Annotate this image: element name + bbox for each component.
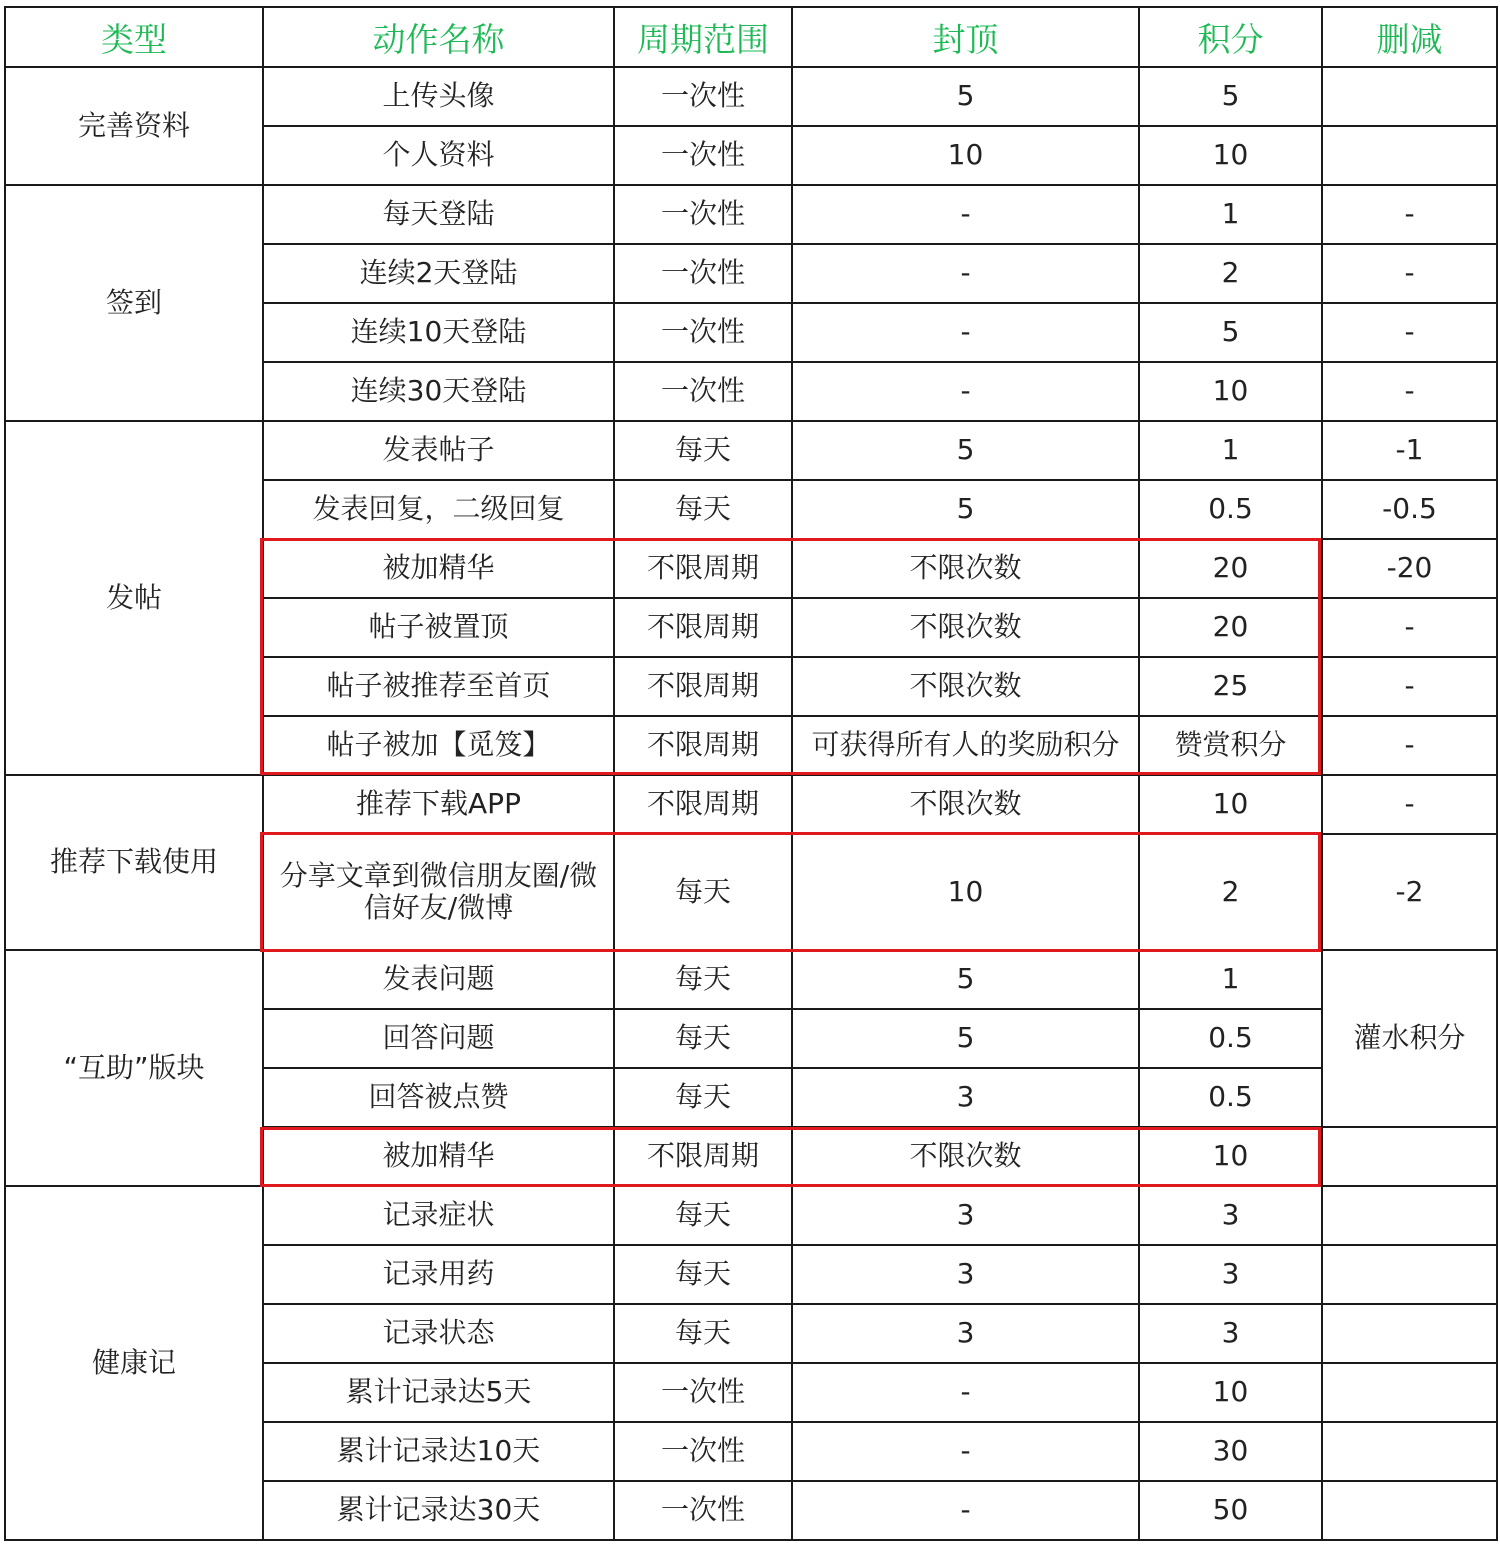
points-cell: 10 [1139, 126, 1322, 185]
points-cell: 2 [1139, 244, 1322, 303]
cap-cell: 不限次数 [792, 657, 1139, 716]
points-cell: 20 [1139, 539, 1322, 598]
header-type: 类型 [5, 7, 263, 67]
header-action-name: 动作名称 [263, 7, 614, 67]
cap-cell: 不限次数 [792, 1127, 1139, 1186]
action-cell: 发表帖子 [263, 421, 614, 480]
points-cell: 2 [1139, 834, 1322, 950]
action-cell: 累计记录达10天 [263, 1422, 614, 1481]
period-cell: 每天 [614, 1245, 792, 1304]
points-cell: 5 [1139, 67, 1322, 126]
points-cell: 20 [1139, 598, 1322, 657]
deduct-cell: - [1322, 244, 1497, 303]
period-cell: 一次性 [614, 303, 792, 362]
action-cell: 推荐下载APP [263, 775, 614, 834]
cap-cell: 3 [792, 1304, 1139, 1363]
period-cell: 每天 [614, 834, 792, 950]
action-cell: 连续10天登陆 [263, 303, 614, 362]
action-cell: 帖子被置顶 [263, 598, 614, 657]
deduct-cell [1322, 67, 1497, 126]
deduct-cell [1322, 1186, 1497, 1245]
period-cell: 不限周期 [614, 716, 792, 775]
cap-cell: 5 [792, 950, 1139, 1009]
period-cell: 一次性 [614, 1363, 792, 1422]
category-cell: 健康记 [5, 1186, 263, 1540]
period-cell: 不限周期 [614, 775, 792, 834]
points-cell: 3 [1139, 1245, 1322, 1304]
cap-cell: 10 [792, 126, 1139, 185]
action-cell: 帖子被推荐至首页 [263, 657, 614, 716]
cap-cell: - [792, 1422, 1139, 1481]
cap-cell: 5 [792, 421, 1139, 480]
action-cell: 发表问题 [263, 950, 614, 1009]
points-cell: 10 [1139, 1127, 1322, 1186]
category-cell: 推荐下载使用 [5, 775, 263, 950]
category-cell: “互助”版块 [5, 950, 263, 1186]
header-cap: 封顶 [792, 7, 1139, 67]
table-row [5, 421, 1497, 480]
table-row [5, 185, 1497, 244]
points-cell: 1 [1139, 421, 1322, 480]
table-row [5, 1186, 1497, 1245]
action-cell: 个人资料 [263, 126, 614, 185]
action-cell: 回答问题 [263, 1009, 614, 1068]
cap-cell: 3 [792, 1245, 1139, 1304]
period-cell: 一次性 [614, 1422, 792, 1481]
points-rules-table [4, 6, 1498, 1541]
action-cell: 分享文章到微信朋友圈/微信好友/微博 [263, 834, 614, 950]
deduct-cell [1322, 126, 1497, 185]
deduct-cell: - [1322, 775, 1497, 834]
deduct-cell: -2 [1322, 834, 1497, 950]
points-cell: 10 [1139, 775, 1322, 834]
points-cell: 赞赏积分 [1139, 716, 1322, 775]
points-cell: 25 [1139, 657, 1322, 716]
period-cell: 一次性 [614, 185, 792, 244]
action-cell: 被加精华 [263, 539, 614, 598]
category-cell: 完善资料 [5, 67, 263, 185]
action-cell: 记录状态 [263, 1304, 614, 1363]
cap-cell: - [792, 1481, 1139, 1540]
action-cell: 上传头像 [263, 67, 614, 126]
deduct-cell [1322, 1127, 1497, 1186]
cap-cell: - [792, 1363, 1139, 1422]
points-cell: 30 [1139, 1422, 1322, 1481]
points-cell: 0.5 [1139, 1009, 1322, 1068]
period-cell: 每天 [614, 421, 792, 480]
action-cell: 连续2天登陆 [263, 244, 614, 303]
deduct-cell: - [1322, 716, 1497, 775]
action-cell: 被加精华 [263, 1127, 614, 1186]
deduct-cell: - [1322, 362, 1497, 421]
deduct-cell: - [1322, 657, 1497, 716]
cap-cell: 不限次数 [792, 598, 1139, 657]
cap-cell: - [792, 244, 1139, 303]
cap-cell: 不限次数 [792, 539, 1139, 598]
action-cell: 记录用药 [263, 1245, 614, 1304]
period-cell: 不限周期 [614, 1127, 792, 1186]
period-cell: 一次性 [614, 126, 792, 185]
points-cell: 1 [1139, 185, 1322, 244]
cap-cell: - [792, 303, 1139, 362]
action-cell: 连续30天登陆 [263, 362, 614, 421]
deduct-cell [1322, 1481, 1497, 1540]
cap-cell: 5 [792, 480, 1139, 539]
points-cell: 50 [1139, 1481, 1322, 1540]
header-period: 周期范围 [614, 7, 792, 67]
cap-cell: 10 [792, 834, 1139, 950]
table-row [5, 775, 1497, 834]
points-cell: 1 [1139, 950, 1322, 1009]
cap-cell: 3 [792, 1068, 1139, 1127]
period-cell: 每天 [614, 1009, 792, 1068]
cap-cell: 3 [792, 1186, 1139, 1245]
period-cell: 不限周期 [614, 598, 792, 657]
deduct-cell: -0.5 [1322, 480, 1497, 539]
deduct-cell: - [1322, 303, 1497, 362]
deduct-cell: -20 [1322, 539, 1497, 598]
deduct-cell: 灌水积分 [1322, 950, 1497, 1127]
period-cell: 每天 [614, 950, 792, 1009]
action-cell: 发表回复，二级回复 [263, 480, 614, 539]
period-cell: 不限周期 [614, 657, 792, 716]
deduct-cell: -1 [1322, 421, 1497, 480]
header-deduct: 删减 [1322, 7, 1497, 67]
cap-cell: 不限次数 [792, 775, 1139, 834]
deduct-cell: - [1322, 598, 1497, 657]
deduct-cell [1322, 1245, 1497, 1304]
points-cell: 5 [1139, 303, 1322, 362]
deduct-cell [1322, 1304, 1497, 1363]
category-cell: 签到 [5, 185, 263, 421]
period-cell: 每天 [614, 1068, 792, 1127]
header-row [5, 7, 1497, 67]
points-cell: 0.5 [1139, 480, 1322, 539]
deduct-cell [1322, 1363, 1497, 1422]
points-cell: 10 [1139, 1363, 1322, 1422]
action-cell: 帖子被加【觅笈】 [263, 716, 614, 775]
header-points: 积分 [1139, 7, 1322, 67]
points-cell: 3 [1139, 1304, 1322, 1363]
period-cell: 一次性 [614, 67, 792, 126]
action-cell: 记录症状 [263, 1186, 614, 1245]
period-cell: 每天 [614, 1304, 792, 1363]
action-cell: 累计记录达5天 [263, 1363, 614, 1422]
action-cell: 每天登陆 [263, 185, 614, 244]
cap-cell: - [792, 362, 1139, 421]
period-cell: 每天 [614, 1186, 792, 1245]
period-cell: 不限周期 [614, 539, 792, 598]
deduct-cell: - [1322, 185, 1497, 244]
action-cell: 回答被点赞 [263, 1068, 614, 1127]
period-cell: 一次性 [614, 244, 792, 303]
table-row [5, 950, 1497, 1009]
points-cell: 3 [1139, 1186, 1322, 1245]
cap-cell: - [792, 185, 1139, 244]
points-cell: 10 [1139, 362, 1322, 421]
action-cell: 累计记录达30天 [263, 1481, 614, 1540]
cap-cell: 5 [792, 67, 1139, 126]
period-cell: 一次性 [614, 1481, 792, 1540]
period-cell: 每天 [614, 480, 792, 539]
table-row [5, 67, 1497, 126]
cap-cell: 5 [792, 1009, 1139, 1068]
category-cell: 发帖 [5, 421, 263, 775]
points-cell: 0.5 [1139, 1068, 1322, 1127]
cap-cell: 可获得所有人的奖励积分 [792, 716, 1139, 775]
period-cell: 一次性 [614, 362, 792, 421]
deduct-cell [1322, 1422, 1497, 1481]
